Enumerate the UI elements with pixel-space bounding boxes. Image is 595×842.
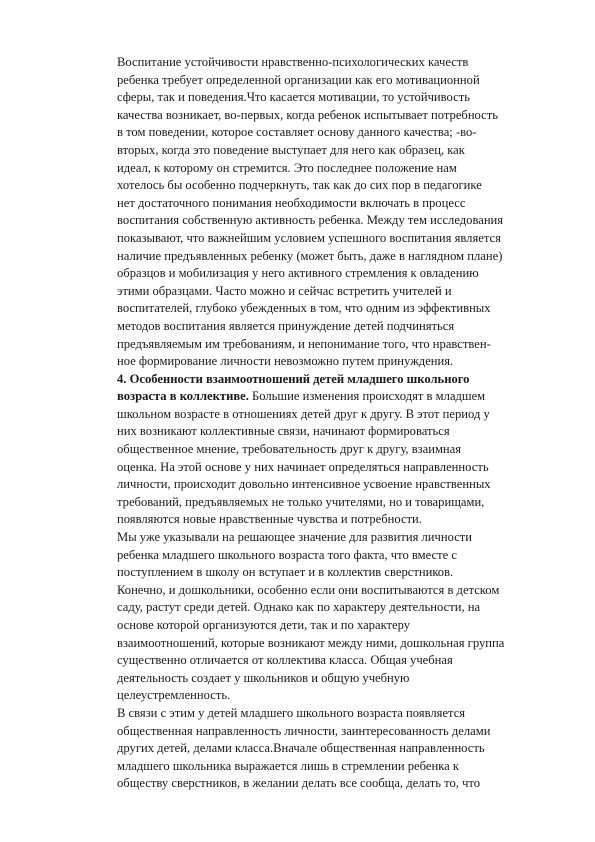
- text-line: требований, предъявляемых не только учителями, но и товарищами,: [117, 494, 485, 509]
- text-line: предъявляемым им требованиям, и непонимание того, что нравствен-: [117, 336, 491, 351]
- text-line: общественное мнение, требовательность друг к другу, взаимная: [117, 442, 462, 457]
- text-line: хотелось бы особенно подчеркнуть, так как до сих пор в педагогике: [117, 178, 482, 193]
- text-line: ребенка младшего школьного возраста того факта, что вместе с: [117, 547, 457, 562]
- text-line: Мы уже указывали на решающее значение для развития личности: [117, 530, 473, 545]
- text-line: в том поведении, которое составляет основу данного качества; -во-: [117, 125, 477, 140]
- text-line: нет достаточного понимания необходимости включать в процесс: [117, 195, 466, 210]
- text-line: школьном возрасте в отношениях детей друг к другу. В этот период у: [117, 406, 490, 421]
- text-line: ное формирование личности невозможно путем принуждения.: [117, 354, 454, 369]
- text-line: сферы, так и поведения.Что касается мотивации, то устойчивость: [117, 90, 470, 105]
- text-line: показывают, что важнейшим условием успешного воспитания является: [117, 230, 501, 245]
- text-line: качества возникает, во-первых, когда ребенок испытывает потребность: [117, 107, 499, 122]
- text-line: В связи с этим у детей младшего школьного возраста появляется: [117, 705, 466, 720]
- text-line: [117, 371, 557, 389]
- text-line: воспитания собственную активность ребенка. Между тем исследования: [117, 213, 504, 228]
- text-line: появляются новые нравственные чувства и потребности.: [117, 512, 422, 527]
- text-line: ребенка требует определенной организации как его мотивационной: [117, 72, 480, 87]
- text-line: этими образцами. Часто можно и сейчас встретить учителей и: [117, 283, 452, 298]
- text-line: оценка. На этой основе у них начинает определяться направленность: [117, 459, 489, 474]
- text-line: вторых, когда это поведение выступает для него как образец, как: [117, 142, 465, 157]
- text-line: них возникают коллективные связи, начинают формироваться: [117, 424, 450, 439]
- text-line: наличие предъявленных ребенку (может быть, даже в наглядном плане): [117, 248, 503, 263]
- text-line: других детей, делами класса.Вначале общественная направленность: [117, 741, 485, 756]
- text-line: методов воспитания является принуждение детей подчиняться: [117, 318, 455, 333]
- text-line: основе которой организуются дети, так и по характеру: [117, 618, 411, 632]
- text-line: обществу сверстников, в желании делать все сообща, делать то, что: [117, 776, 481, 791]
- text-line: воспитателей, глубоко убежденных в том, что одним из эффективных: [117, 301, 491, 316]
- text-line: идеал, к которому он стремится. Это последнее положение нам: [117, 160, 457, 175]
- text-line: взаимоотношений, которые возникают между ними, дошкольная группа: [117, 635, 505, 650]
- section-heading: возраста в коллективе.: [117, 389, 249, 404]
- section-heading: 4. Особенности взаимоотношений детей младшего школьного: [117, 371, 470, 386]
- text-line: образцов и мобилизация у него активного стремления к овладению: [117, 266, 479, 281]
- text-line: целеустремленность.: [117, 688, 231, 703]
- text-line: Конечно, и дошкольники, особенно если они воспитываются в детском: [117, 582, 500, 597]
- text-line: деятельность создает у школьников и общую учебную: [117, 670, 410, 685]
- text-line: младшего школьника выражается лишь в стремлении ребенка к: [117, 758, 459, 773]
- text-line: [117, 388, 557, 406]
- line-text: Большие изменения происходят в младшем: [248, 389, 486, 404]
- text-line: Воспитание устойчивости нравственно-психологических качеств: [117, 55, 469, 69]
- text-line: личности, происходит довольно интенсивное усвоение нравственных: [117, 477, 491, 492]
- text-line: саду, растут среди детей. Однако как по характеру деятельности, на: [117, 600, 481, 615]
- text-line: общественная направленность личности, заинтересованность делами: [117, 723, 491, 738]
- body-text: [117, 54, 557, 793]
- text-line: существенно отличается от коллектива класса. Общая учебная: [117, 653, 453, 668]
- text-line: поступлением в школу он вступает и в коллектив сверстников.: [117, 565, 454, 580]
